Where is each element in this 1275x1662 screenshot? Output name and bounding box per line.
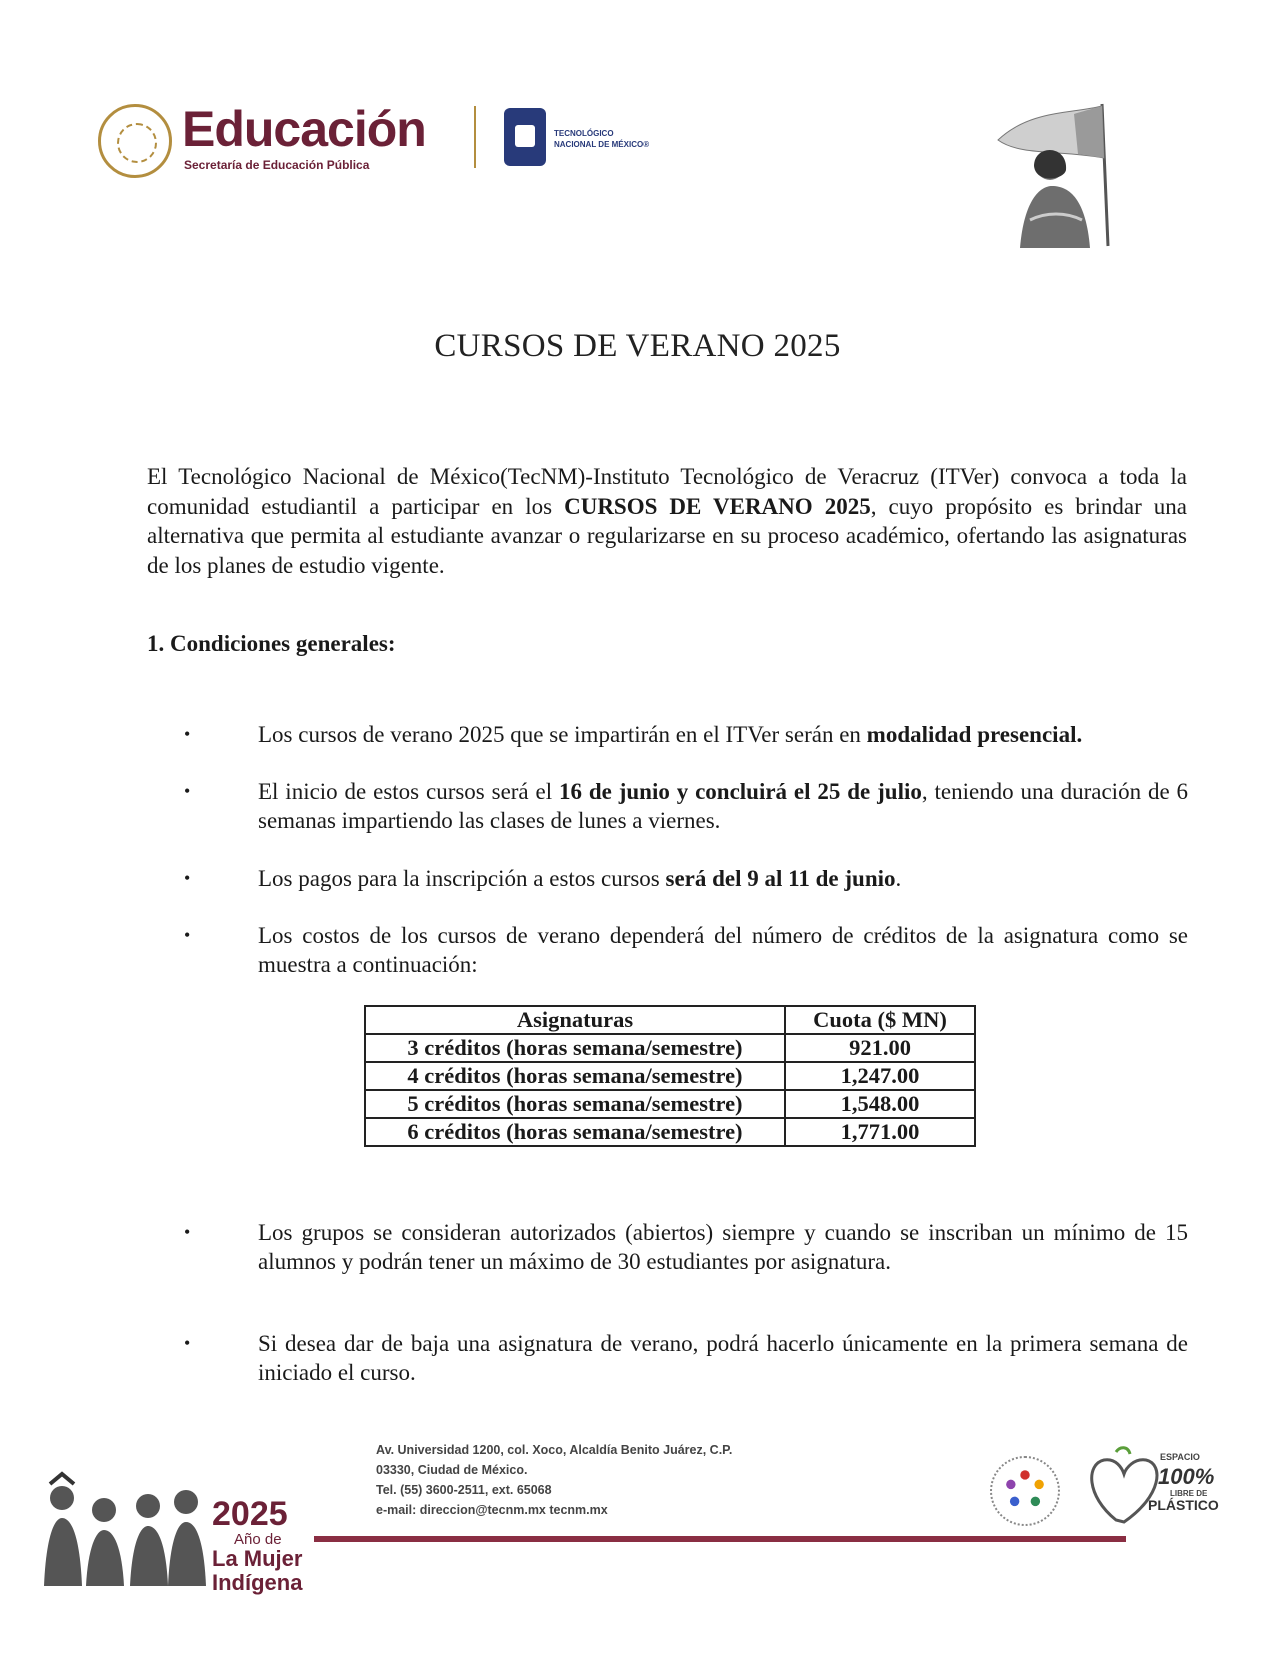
page-title: CURSOS DE VERANO 2025 bbox=[434, 328, 841, 364]
footer-address: Av. Universidad 1200, col. Xoco, Alcaldía Benito Juárez, C.P. 03330, Ciudad de México. Tel. (55) 3600-2511, ext. 65068 e-mail: direccion@tecnm.mx tecnm.mx bbox=[376, 1443, 733, 1517]
national-seal-icon bbox=[98, 104, 172, 178]
table-row bbox=[365, 1034, 975, 1062]
bullet-dates: El inicio de estos cursos será el 16 de junio y concluirá el 25 de julio, teniendo una duración de 6 semanas impartiendo las clases de lunes a viernes. bbox=[258, 779, 1189, 833]
bullet-costs: Los costos de los cursos de verano dependerá del número de créditos de la asignatura como se muestra a continuación: bbox=[258, 923, 1188, 977]
bullet-payments: Los pagos para la inscripción a estos cursos será del 9 al 11 de junio. bbox=[258, 866, 902, 891]
table-cell-fee: 1,548.00 bbox=[785, 1090, 975, 1118]
column-header-fee: Cuota ($ MN) bbox=[785, 1006, 975, 1034]
intro-paragraph: El Tecnológico Nacional de México(TecNM)-Instituto Tecnológico de Veracruz (ITVer) convoca a toda la comunidad estudiantil a participar en los CURSOS DE VERANO 2025, cuyo propósito es brindar una alternativa que permita al estudiante avanzar o regularizarse en su proceso académico, ofertando las asignaturas de los planes de estudio vigente. bbox=[147, 464, 1187, 578]
bullet-group-size: Los grupos se consideran autorizados (abiertos) siempre y cuando se inscriban un mínimo de 15 alumnos y podrán tener un máximo de 30 estudiantes por asignatura. bbox=[258, 1220, 1188, 1274]
footer-divider bbox=[314, 1536, 1126, 1542]
bullet-modality: Los cursos de verano 2025 que se impartirán en el ITVer serán en modalidad presencial. bbox=[258, 722, 1083, 747]
table-cell-credits: 4 créditos (horas semana/semestre) bbox=[365, 1062, 785, 1090]
sep-brand-subtitle: Secretaría de Educación Pública bbox=[184, 158, 370, 172]
svg-text:LIBRE DE: LIBRE DE bbox=[1170, 1489, 1208, 1498]
fees-table bbox=[364, 1005, 976, 1147]
section-heading-general-conditions: 1. Condiciones generales: bbox=[147, 631, 396, 656]
table-cell-fee: 1,247.00 bbox=[785, 1062, 975, 1090]
bullet-marker: • bbox=[184, 1222, 191, 1242]
bullet-marker: • bbox=[184, 868, 191, 888]
table-header-row bbox=[365, 1006, 975, 1034]
tecnm-logo-text: TECNOLÓGICO NACIONAL DE MÉXICO® bbox=[554, 129, 650, 149]
year-of-indigenous-woman-logo: 2025 Año de La Mujer Indígena bbox=[212, 1495, 303, 1595]
table-row bbox=[365, 1090, 975, 1118]
table-cell-credits: 5 créditos (horas semana/semestre) bbox=[365, 1090, 785, 1118]
table-cell-credits: 3 créditos (horas semana/semestre) bbox=[365, 1034, 785, 1062]
header-divider bbox=[474, 106, 476, 168]
table-row bbox=[365, 1118, 975, 1146]
svg-text:100%: 100% bbox=[1158, 1464, 1215, 1489]
indigenous-women-illustration bbox=[40, 1468, 208, 1586]
bullet-marker: • bbox=[184, 724, 191, 744]
table-cell-fee: 1,771.00 bbox=[785, 1118, 975, 1146]
bullet-withdrawal: Si desea dar de baja una asignatura de verano, podrá hacerlo únicamente en la primera semana de iniciado el curso. bbox=[258, 1331, 1188, 1385]
bullet-marker: • bbox=[184, 1333, 191, 1353]
sep-brand: Educación bbox=[182, 101, 426, 157]
bullet-marker: • bbox=[184, 925, 191, 945]
svg-text:ESPACIO: ESPACIO bbox=[1160, 1452, 1200, 1462]
bullet-marker: • bbox=[184, 781, 191, 801]
table-cell-credits: 6 créditos (horas semana/semestre) bbox=[365, 1118, 785, 1146]
woman-with-flag-illustration bbox=[990, 100, 1120, 248]
svg-text:PLÁSTICO: PLÁSTICO bbox=[1148, 1497, 1219, 1513]
table-row bbox=[365, 1062, 975, 1090]
header bbox=[98, 96, 658, 186]
plastic-free-space-logo bbox=[1086, 1446, 1219, 1528]
column-header-subjects: Asignaturas bbox=[365, 1006, 785, 1034]
tecnm-gear-logo-icon bbox=[504, 108, 546, 166]
table-cell-fee: 921.00 bbox=[785, 1034, 975, 1062]
labor-equality-norm-logo-icon bbox=[990, 1456, 1060, 1526]
